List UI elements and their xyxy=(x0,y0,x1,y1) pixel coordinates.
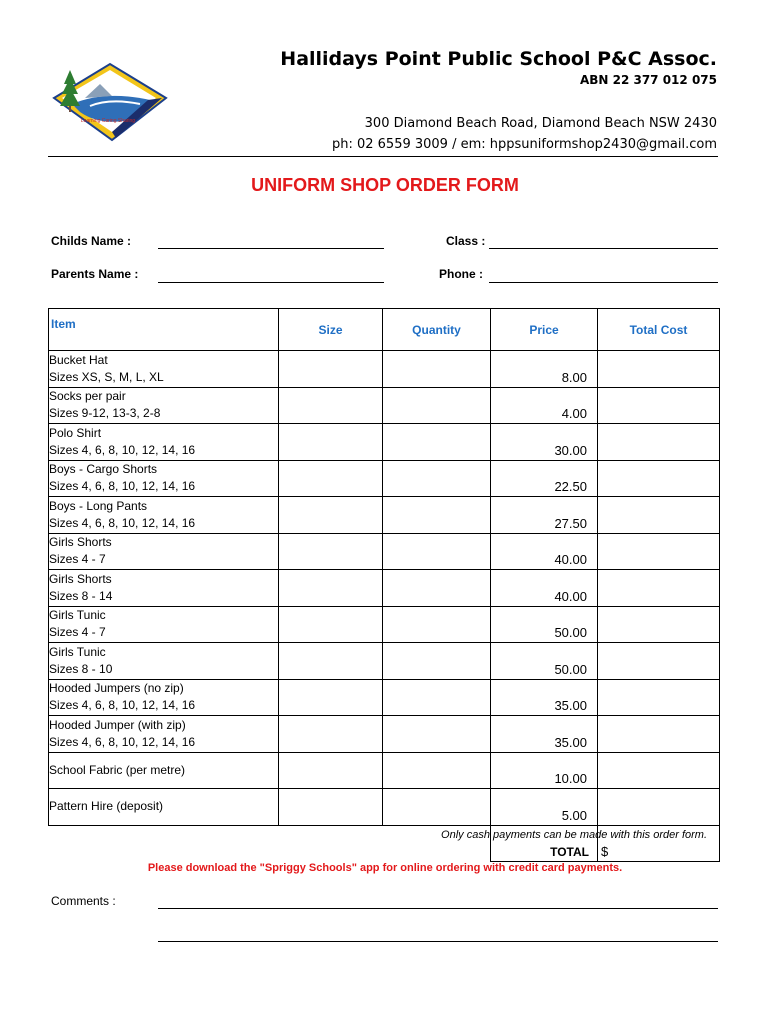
table-row xyxy=(49,643,720,680)
size-cell[interactable] xyxy=(279,789,383,826)
table-row xyxy=(49,789,720,826)
total-cost-cell[interactable] xyxy=(598,679,720,716)
price-cell: 35.00 xyxy=(491,716,598,753)
size-header: Size xyxy=(279,309,383,351)
table-row xyxy=(49,533,720,570)
price-cell: 27.50 xyxy=(491,497,598,534)
size-cell[interactable] xyxy=(279,351,383,388)
item-description xyxy=(49,424,279,461)
item-description xyxy=(49,533,279,570)
quantity-header: Quantity xyxy=(383,309,491,351)
item-name: Girls Shorts xyxy=(49,535,112,550)
total-cost-cell[interactable] xyxy=(598,497,720,534)
item-description xyxy=(49,460,279,497)
total-cost-cell[interactable] xyxy=(598,387,720,424)
cash-only-note: Only cash payments can be made with this order form. xyxy=(441,829,707,841)
size-cell[interactable] xyxy=(279,606,383,643)
quantity-cell[interactable] xyxy=(383,533,491,570)
total-label: TOTAL xyxy=(491,825,598,861)
size-cell[interactable] xyxy=(279,752,383,789)
logo-motto: Learning Caring Sharing xyxy=(80,118,136,124)
price-cell: 4.00 xyxy=(491,387,598,424)
size-cell[interactable] xyxy=(279,679,383,716)
item-description xyxy=(49,606,279,643)
quantity-cell[interactable] xyxy=(383,570,491,607)
total-cost-cell[interactable] xyxy=(598,424,720,461)
item-sizes: Sizes 4, 6, 8, 10, 12, 14, 16 xyxy=(49,442,196,457)
table-row xyxy=(49,460,720,497)
quantity-cell[interactable] xyxy=(383,606,491,643)
item-description xyxy=(49,752,279,789)
parents-name-label: Parents Name : xyxy=(51,267,139,281)
quantity-cell[interactable] xyxy=(383,460,491,497)
item-description xyxy=(49,789,279,826)
size-cell[interactable] xyxy=(279,533,383,570)
item-sizes: Sizes 4, 6, 8, 10, 12, 14, 16 xyxy=(49,698,196,713)
price-cell: 22.50 xyxy=(491,460,598,497)
item-name: Girls Shorts xyxy=(49,571,112,586)
item-description xyxy=(49,716,279,753)
table-row xyxy=(49,424,720,461)
phone-label: Phone : xyxy=(439,267,483,281)
item-sizes: School Fabric (per metre) xyxy=(49,762,186,777)
price-cell: 50.00 xyxy=(491,606,598,643)
total-cost-cell[interactable] xyxy=(598,752,720,789)
item-name: Polo Shirt xyxy=(49,425,102,440)
table-row xyxy=(49,679,720,716)
quantity-cell[interactable] xyxy=(383,497,491,534)
table-row xyxy=(49,351,720,388)
price-cell: 5.00 xyxy=(491,789,598,826)
price-header: Price xyxy=(491,309,598,351)
total-cost-cell[interactable] xyxy=(598,789,720,826)
price-cell: 35.00 xyxy=(491,679,598,716)
size-cell[interactable] xyxy=(279,387,383,424)
item-sizes: Sizes 4 - 7 xyxy=(49,552,106,567)
item-sizes: Sizes 8 - 10 xyxy=(49,661,113,676)
item-sizes: Pattern Hire (deposit) xyxy=(49,799,164,814)
comments-line-1[interactable] xyxy=(158,908,718,909)
quantity-cell[interactable] xyxy=(383,789,491,826)
size-cell[interactable] xyxy=(279,643,383,680)
order-table xyxy=(48,308,720,862)
parents-name-field[interactable] xyxy=(158,282,384,283)
total-value-cell[interactable]: $ xyxy=(598,825,720,861)
abn-number: ABN 22 377 012 075 xyxy=(579,73,717,87)
quantity-cell[interactable] xyxy=(383,679,491,716)
childs-name-label: Childs Name : xyxy=(51,234,132,248)
quantity-cell[interactable] xyxy=(383,424,491,461)
app-download-note: Please download the "Spriggy Schools" app for online ordering with credit card payments. xyxy=(147,862,623,874)
total-cost-cell[interactable] xyxy=(598,570,720,607)
comments-line-2[interactable] xyxy=(158,941,718,942)
item-description xyxy=(49,643,279,680)
phone-field[interactable] xyxy=(489,282,718,283)
item-name: Boys - Long Pants xyxy=(49,498,148,513)
item-sizes: Sizes 8 - 14 xyxy=(49,588,113,603)
class-field[interactable] xyxy=(489,248,718,249)
table-row xyxy=(49,752,720,789)
total-cost-header: Total Cost xyxy=(598,309,720,351)
item-description xyxy=(49,351,279,388)
item-description xyxy=(49,497,279,534)
table-row xyxy=(49,497,720,534)
item-sizes: Sizes XS, S, M, L, XL xyxy=(49,369,164,384)
quantity-cell[interactable] xyxy=(383,351,491,388)
size-cell[interactable] xyxy=(279,424,383,461)
price-cell: 8.00 xyxy=(491,351,598,388)
item-name: Bucket Hat xyxy=(49,352,108,367)
school-name: Hallidays Point Public School P&C Assoc. xyxy=(280,48,717,70)
item-name: Boys - Cargo Shorts xyxy=(49,462,158,477)
price-cell: 40.00 xyxy=(491,533,598,570)
table-row xyxy=(49,570,720,607)
item-sizes: Sizes 4 - 7 xyxy=(49,625,106,640)
table-row xyxy=(49,606,720,643)
item-description xyxy=(49,570,279,607)
item-sizes: Sizes 4, 6, 8, 10, 12, 14, 16 xyxy=(49,734,196,749)
price-cell: 10.00 xyxy=(491,752,598,789)
size-cell[interactable] xyxy=(279,716,383,753)
price-cell: 40.00 xyxy=(491,570,598,607)
comments-label: Comments : xyxy=(51,894,116,908)
contact-details: ph: 02 6559 3009 / em: hppsuniformshop2430@gmail.com xyxy=(331,137,717,152)
size-cell[interactable] xyxy=(279,570,383,607)
item-name: Girls Tunic xyxy=(49,644,106,659)
item-sizes: Sizes 9-12, 13-3, 2-8 xyxy=(49,406,161,421)
item-description xyxy=(49,387,279,424)
quantity-cell[interactable] xyxy=(383,643,491,680)
size-cell[interactable] xyxy=(279,497,383,534)
school-address: 300 Diamond Beach Road, Diamond Beach NSW 2430 xyxy=(364,116,717,131)
quantity-cell[interactable] xyxy=(383,387,491,424)
class-label: Class : xyxy=(446,234,486,248)
table-row xyxy=(49,387,720,424)
total-cost-cell[interactable] xyxy=(598,460,720,497)
total-cost-cell[interactable] xyxy=(598,606,720,643)
item-name: Hooded Jumpers (no zip) xyxy=(49,681,184,696)
item-header: Item xyxy=(49,309,279,351)
total-cost-cell[interactable] xyxy=(598,533,720,570)
item-name: Socks per pair xyxy=(49,389,126,404)
header-divider xyxy=(48,156,718,157)
table-row xyxy=(49,716,720,753)
total-cost-cell[interactable] xyxy=(598,643,720,680)
quantity-cell[interactable] xyxy=(383,752,491,789)
size-cell[interactable] xyxy=(279,460,383,497)
total-cost-cell[interactable] xyxy=(598,351,720,388)
item-name: Girls Tunic xyxy=(49,608,106,623)
price-cell: 50.00 xyxy=(491,643,598,680)
item-description xyxy=(49,679,279,716)
item-sizes: Sizes 4, 6, 8, 10, 12, 14, 16 xyxy=(49,515,196,530)
total-cost-cell[interactable] xyxy=(598,716,720,753)
price-cell: 30.00 xyxy=(491,424,598,461)
childs-name-field[interactable] xyxy=(158,248,384,249)
school-logo xyxy=(50,60,170,145)
item-sizes: Sizes 4, 6, 8, 10, 12, 14, 16 xyxy=(49,479,196,494)
quantity-cell[interactable] xyxy=(383,716,491,753)
form-title: UNIFORM SHOP ORDER FORM xyxy=(251,175,519,195)
item-name: Hooded Jumper (with zip) xyxy=(49,717,186,732)
